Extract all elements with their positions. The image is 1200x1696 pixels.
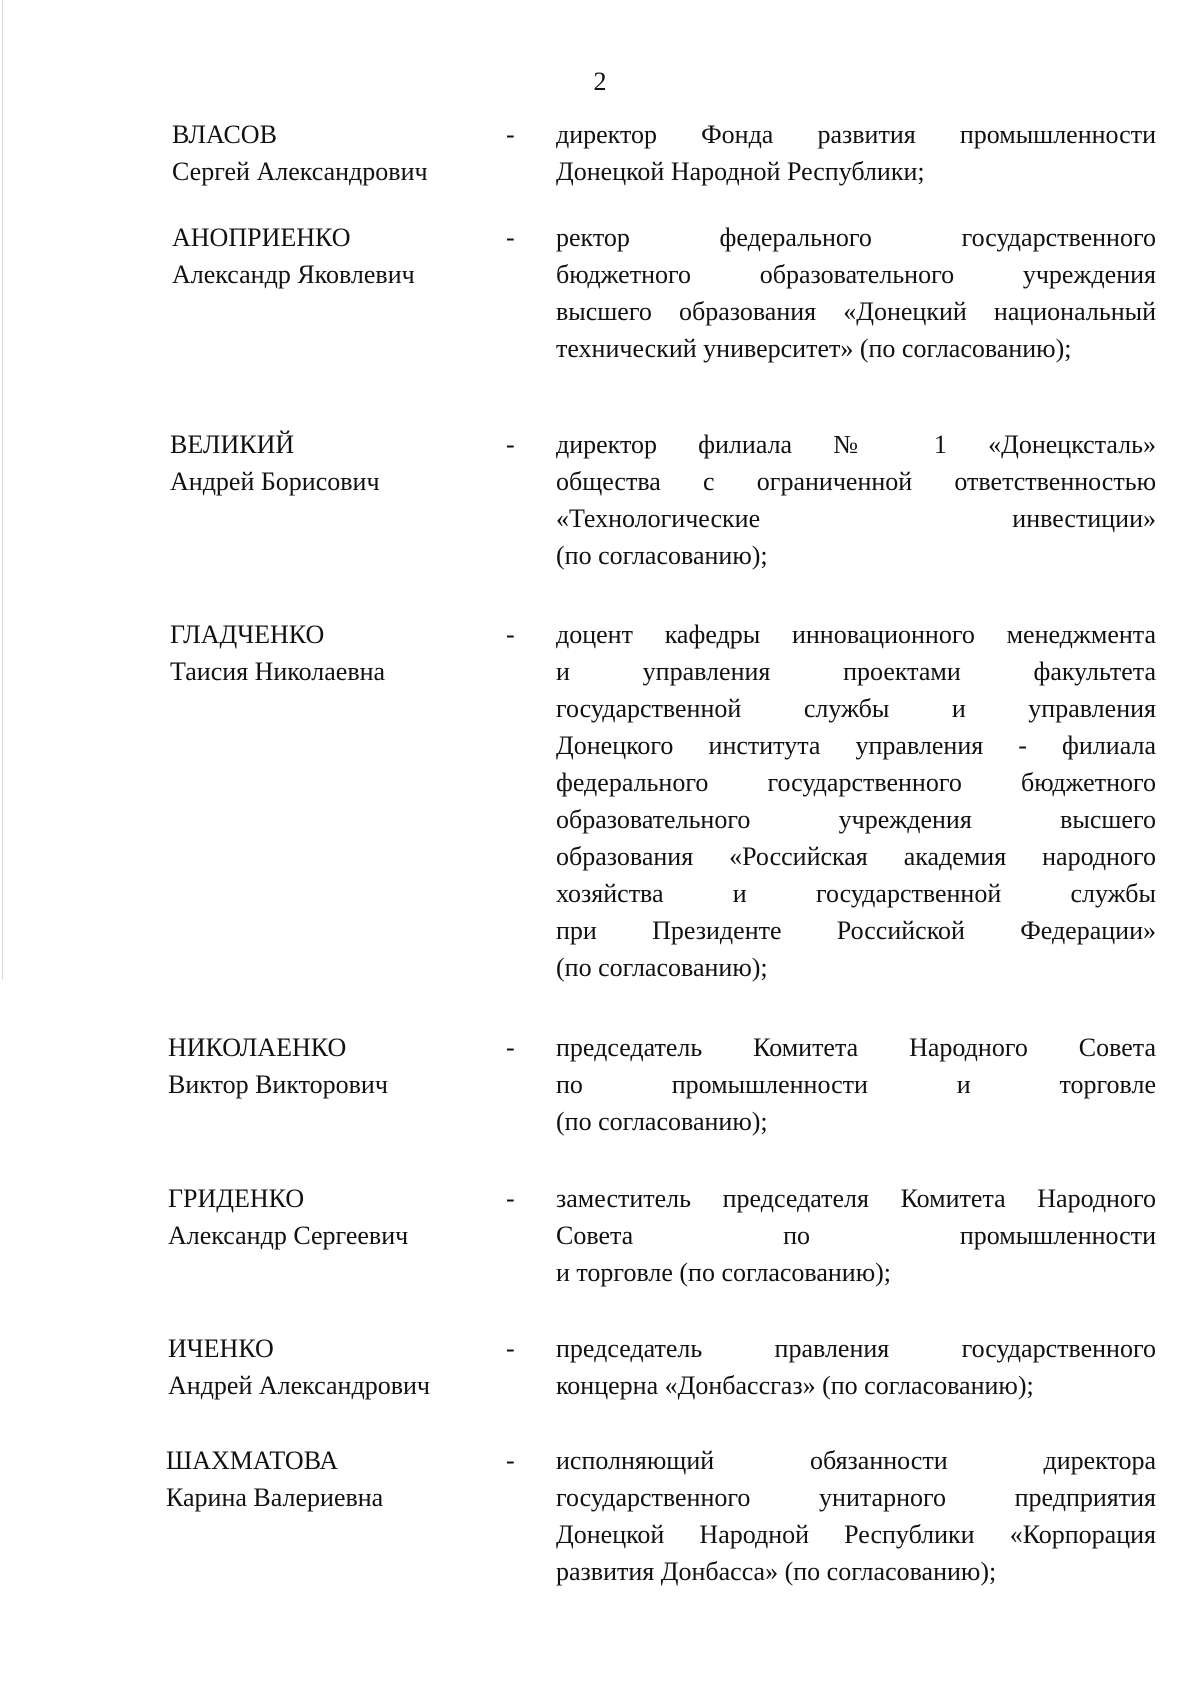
member-name [168,1029,498,1103]
position-line: по промышленности и торговле [556,1070,1156,1099]
position-line: государственной службы и управления [556,694,1156,723]
position-line: (по согласованию); [556,1107,768,1136]
position-line: и управления проектами факультета [556,657,1156,686]
dash-separator: - [506,120,515,149]
position-line: директор Фонда развития промышленности [556,120,1156,149]
member-name [168,1330,498,1404]
position-line: исполняющий обязанности директора [556,1446,1156,1475]
member-surname: ГЛАДЧЕНКО [170,620,325,649]
position-line: ректор федерального государственного [556,223,1156,252]
position-line: и торговле (по согласованию); [556,1258,892,1287]
position-line: технический университет» (по согласованию); [556,334,1072,363]
member-surname: ИЧЕНКО [168,1334,274,1363]
page-number: 2 [593,67,607,96]
member-surname: ВЛАСОВ [172,120,277,149]
member-position [556,1330,1156,1404]
member-name [166,1442,496,1516]
dash-separator: - [506,1184,515,1213]
position-line: образовательного учреждения высшего [556,805,1156,834]
member-position [556,219,1156,367]
position-line: федерального государственного бюджетного [556,768,1156,797]
dash-separator: - [506,430,515,459]
position-line: «Технологические инвестиции» [556,504,1156,533]
position-line: (по согласованию); [556,541,768,570]
member-position [556,1029,1156,1140]
member-position [556,1442,1156,1590]
member-name [172,116,502,190]
dash-separator: - [506,1033,515,1062]
member-name [170,426,500,500]
member-surname: ВЕЛИКИЙ [170,430,295,459]
position-line: государственного унитарного предприятия [556,1483,1156,1512]
dash-separator: - [506,1446,515,1475]
member-position [556,616,1156,986]
member-given-names: Андрей Александрович [168,1371,430,1400]
position-line: высшего образования «Донецкий национальный [556,297,1156,326]
dash-separator: - [506,223,515,252]
member-given-names: Андрей Борисович [170,467,380,496]
position-line: председатель правления государственного [556,1334,1156,1363]
position-line: концерна «Донбассгаз» (по согласованию); [556,1371,1034,1400]
position-line: Донецкой Народной Республики; [556,157,925,186]
member-position [556,426,1156,574]
member-given-names: Виктор Викторович [168,1070,388,1099]
position-line: образования «Российская академия народного [556,842,1156,871]
member-given-names: Александр Сергеевич [168,1221,409,1250]
member-position [556,116,1156,190]
position-line: Донецкой Народной Республики «Корпорация [556,1520,1156,1549]
position-line: директор филиала № 1 «Донецксталь» [556,430,1156,459]
position-line: доцент кафедры инновационного менеджмента [556,620,1156,649]
member-name [172,219,502,293]
position-line: Совета по промышленности [556,1221,1156,1250]
member-given-names: Таисия Николаевна [170,657,386,686]
position-line: заместитель председателя Комитета Народного [556,1184,1156,1213]
dash-separator: - [506,620,515,649]
position-line: (по согласованию); [556,953,768,982]
member-surname: АНОПРИЕНКО [172,223,351,252]
member-given-names: Карина Валериевна [166,1483,384,1512]
member-surname: НИКОЛАЕНКО [168,1033,347,1062]
position-line: хозяйства и государственной службы [556,879,1156,908]
member-given-names: Сергей Александрович [172,157,428,186]
member-name [168,1180,498,1254]
position-line: председатель Комитета Народного Совета [556,1033,1156,1062]
member-surname: ШАХМАТОВА [166,1446,339,1475]
member-surname: ГРИДЕНКО [168,1184,305,1213]
position-line: Донецкого института управления - филиала [556,731,1156,760]
member-name [170,616,500,690]
member-given-names: Александр Яковлевич [172,260,415,289]
scan-edge-line [2,0,3,980]
position-line: бюджетного образовательного учреждения [556,260,1156,289]
position-line: общества с ограниченной ответственностью [556,467,1156,496]
position-line: при Президенте Российской Федерации» [556,916,1156,945]
position-line: развития Донбасса» (по согласованию); [556,1557,997,1586]
dash-separator: - [506,1334,515,1363]
member-position [556,1180,1156,1291]
